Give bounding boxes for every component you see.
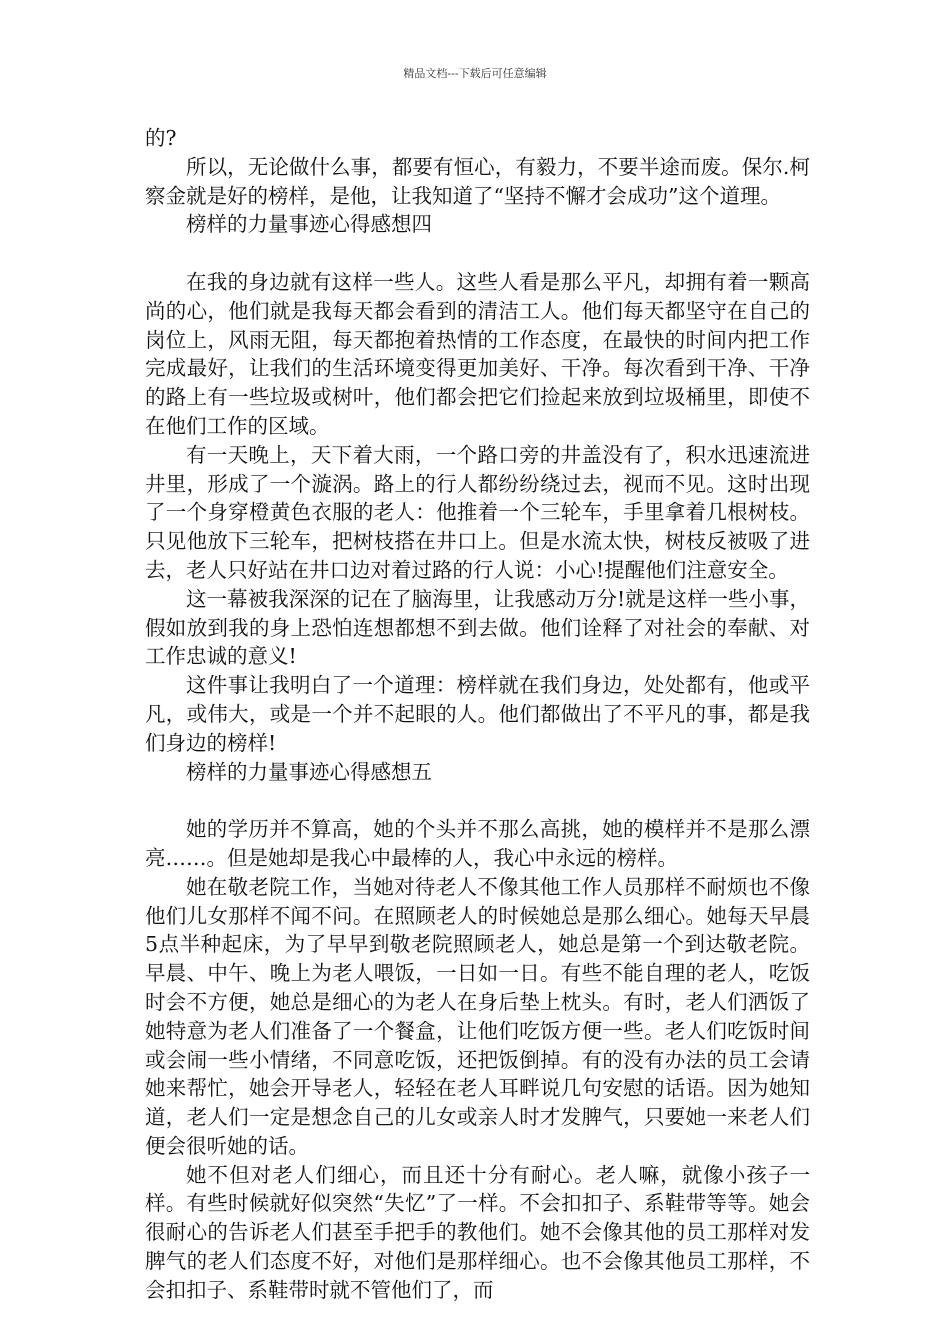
paragraph: 她在敬老院工作，当她对待老人不像其他工作人员那样不耐烦也不像他们儿女那样不闻不问。在照顾老人的时候她总是那么细心。她每天早晨5点半种起床，为了早早到敬老院照顾老人，她总是第一个到达敬老院。早晨、中午、晚上为老人喂饭，一日如一日。有些不能自理的老人，吃饭时会不方便，她总是细心的为老人在身后垫上枕头。有时，老人们洒饭了她特意为老人们准备了一个餐盒，让他们吃饭方便一些。老人们吃饭时间或会闹一些小情绪，不同意吃饭，还把饭倒掉。有的没有办法的员工会请她来帮忙，她会开导老人，轻轻在老人耳畔说几句安慰的话语。因为她知道，老人们一定是想念自己的儿女或亲人时才发脾气，只要她一来老人们便会很听她的话。 [145, 874, 810, 1158]
page-header: 精品文档---下载后可任意编辑 [403, 67, 547, 80]
paragraph-continuation: 的? [145, 126, 177, 150]
document-body [145, 124, 810, 1305]
spacer [145, 239, 810, 268]
section-heading-four: 榜样的力量事迹心得感想四 [186, 212, 432, 237]
section-heading-five: 榜样的力量事迹心得感想五 [186, 759, 432, 784]
paragraph: 这一幕被我深深的记在了脑海里，让我感动万分!就是这样一些小事，假如放到我的身上恐怕连想都想不到去做。他们诠释了对社会的奉献、对工作忠诚的意义! [145, 586, 810, 669]
paragraph: 她不但对老人们细心，而且还十分有耐心。老人嘛，就像小孩子一样。有些时候就好似突然“失忆”了一样。不会扣扣子、系鞋带等等。她会很耐心的告诉老人们甚至手把手的教他们。她不会像其他的员工那样对发脾气的老人们态度不好，对他们是那样细心。也不会像其他员工那样，不会扣扣子、系鞋带时就不管他们了，而 [145, 1162, 810, 1302]
paragraph: 所以，无论做什么事，都要有恒心，有毅力，不要半途而废。保尔.柯察金就是好的榜样，是他，让我知道了“坚持不懈才会成功”这个道理。 [145, 154, 810, 208]
spacer [145, 786, 810, 815]
paragraph: 在我的身边就有这样一些人。这些人看是那么平凡，却拥有着一颗高尚的心，他们就是我每天都会看到的清洁工人。他们每天都坚守在自己的岗位上，风雨无阻，每天都抱着热情的工作态度，在最快的时间内把工作完成最好，让我们的生活环境变得更加美好、干净。每次看到干净、干净的路上有一些垃圾或树叶，他们都会把它们捡起来放到垃圾桶里，即使不在他们工作的区域。 [145, 269, 810, 438]
paragraph: 她的学历并不算高，她的个头并不那么高挑，她的模样并不是那么漂亮……。但是她却是我心中最棒的人，我心中永远的榜样。 [145, 817, 810, 870]
paragraph: 这件事让我明白了一个道理：榜样就在我们身边，处处都有，他或平凡，或伟大，或是一个并不起眼的人。他们都做出了不平凡的事，都是我们身边的榜样! [145, 673, 810, 755]
paragraph: 有一天晚上，天下着大雨，一个路口旁的井盖没有了，积水迅速流进井里，形成了一个漩涡。路上的行人都纷纷绕过去，视而不见。这时出现了一个身穿橙黄色衣服的老人：他推着一个三轮车，手里拿着几根树枝。只见他放下三轮车，把树枝搭在井口上。但是水流太快，树枝反被吸了进去，老人只好站在井口边对着过路的行人说：小心!提醒他们注意安全。 [145, 442, 810, 582]
